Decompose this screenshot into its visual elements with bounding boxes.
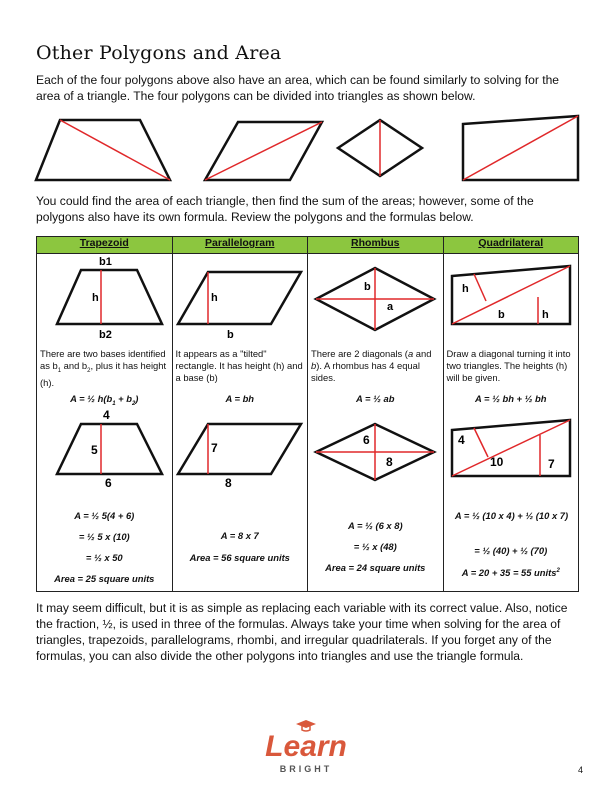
example-label-4: 4 bbox=[103, 408, 110, 422]
example-label-8: 8 bbox=[224, 476, 232, 488]
parallelogram-area: Area = 56 square units bbox=[189, 552, 290, 563]
example-label-7: 7 bbox=[210, 441, 218, 455]
col-header-parallelogram: Parallelogram bbox=[172, 237, 308, 254]
rhombus-area: Area = 24 square units bbox=[325, 562, 426, 573]
divided-rhombus bbox=[338, 120, 422, 176]
logo-sub: BRIGHT bbox=[279, 764, 333, 774]
quadrilateral-formula: A = ½ bh + ½ bh bbox=[474, 393, 547, 404]
quadrilateral-diagram bbox=[444, 254, 579, 346]
quadrilateral-example-diagram bbox=[444, 414, 579, 486]
label-h-lower: h bbox=[541, 309, 549, 321]
parallelogram-diagram bbox=[173, 254, 308, 346]
example-label-6: 6 bbox=[105, 476, 112, 488]
divided-parallelogram bbox=[205, 122, 322, 180]
divided-quadrilateral bbox=[463, 116, 578, 180]
col-header-trapezoid: Trapezoid bbox=[37, 237, 173, 254]
parallelogram-formula: A = bh bbox=[225, 393, 255, 404]
trapezoid-cell bbox=[37, 254, 173, 592]
example-label-6: 6 bbox=[363, 433, 370, 447]
learn-bright-logo bbox=[256, 718, 356, 776]
example-label-4: 4 bbox=[457, 433, 465, 447]
parallelogram-description: It appears as a "tilted" rectangle. It has height (h) and a base (b) bbox=[175, 348, 303, 383]
closing-paragraph: It may seem difficult, but it is as simple as replacing each variable with its correct value. Also, notice the fraction, ½, is used in three of the formulas. Always take your time when solving for the area of triangles, trapezoids, parallelograms, rhombi, and irregular quadrilaterals. If you forget any of the formulas, you can also divide the other polygons into triangles and use the triangle formula. bbox=[36, 601, 568, 663]
label-h: h bbox=[92, 292, 99, 304]
rhombus-cell bbox=[308, 254, 444, 592]
trapezoid-step-1: A = ½ 5(4 + 6) bbox=[74, 510, 135, 521]
rhombus-example-diagram bbox=[308, 416, 443, 488]
label-b2: b2 bbox=[99, 329, 112, 341]
quadrilateral-step-1: A = ½ (10 x 4) + ½ (10 x 7) bbox=[454, 510, 569, 521]
rhombus-diagram bbox=[308, 254, 443, 346]
trapezoid-step-2: = ½ 5 x (10) bbox=[78, 531, 130, 542]
example-label-7: 7 bbox=[547, 457, 555, 471]
page-number: 4 bbox=[578, 765, 584, 775]
divided-trapezoid bbox=[36, 120, 170, 180]
parallelogram-cell bbox=[172, 254, 308, 592]
parallelogram-step-1: A = 8 x 7 bbox=[220, 530, 259, 541]
trapezoid-step-3: = ½ x 50 bbox=[85, 552, 123, 563]
rhombus-step-2: = ½ x (48) bbox=[353, 541, 397, 552]
trapezoid-example-diagram bbox=[37, 406, 172, 488]
intro-paragraph: Each of the four polygons above also have an area, which can be found similarly to solving for the area of a triangle. The four polygons can be divided into triangles as shown below. bbox=[36, 73, 560, 103]
logo-word: Learn bbox=[265, 730, 347, 763]
label-b: b bbox=[364, 281, 371, 293]
page-title: Other Polygons and Area bbox=[36, 42, 282, 64]
middle-paragraph: You could find the area of each triangle, then find the sum of the areas; however, some of the polygons also have its own formula. Review the polygons and the formulas below. bbox=[36, 194, 534, 224]
label-b1: b1 bbox=[99, 256, 112, 268]
quadrilateral-description: Draw a diagonal turning it into two triangles. The heights (h) will be given. bbox=[446, 348, 571, 383]
quadrilateral-cell bbox=[443, 254, 579, 592]
divided-polygons-row bbox=[30, 112, 590, 184]
trapezoid-formula: A = ½ $h(b_1 + b_2)$ bbox=[70, 393, 139, 407]
col-header-quadrilateral: Quadrilateral bbox=[443, 237, 579, 254]
example-label-5: 5 bbox=[91, 443, 98, 457]
example-label-10: 10 bbox=[489, 455, 503, 469]
label-h-upper: h bbox=[461, 283, 469, 295]
rhombus-step-1: A = ½ (6 x 8) bbox=[347, 520, 403, 531]
label-b: b bbox=[226, 329, 234, 341]
label-h: h bbox=[210, 292, 218, 304]
col-header-rhombus: Rhombus bbox=[308, 237, 444, 254]
logo-graphic bbox=[256, 718, 356, 776]
quadrilateral-area: A = 20 + 35 = 55 units$^2$ bbox=[461, 567, 560, 578]
parallelogram-example-diagram bbox=[173, 406, 308, 488]
label-b: b bbox=[497, 309, 505, 321]
rhombus-formula: A = ½ ab bbox=[356, 393, 395, 404]
trapezoid-description: There are two bases identified as $b_1$ and $b_2$, plus it has height (h). bbox=[40, 348, 167, 388]
trapezoid-area: Area = 25 square units bbox=[54, 573, 155, 584]
label-a: a bbox=[387, 301, 394, 313]
formula-table bbox=[36, 236, 579, 592]
quadrilateral-step-2: = ½ (40) + ½ (70) bbox=[474, 545, 548, 556]
trapezoid-diagram bbox=[37, 254, 172, 346]
rhombus-description: There are 2 diagonals (a and b). A rhombus has 4 equal sides. bbox=[311, 348, 432, 383]
example-label-8: 8 bbox=[386, 455, 393, 469]
